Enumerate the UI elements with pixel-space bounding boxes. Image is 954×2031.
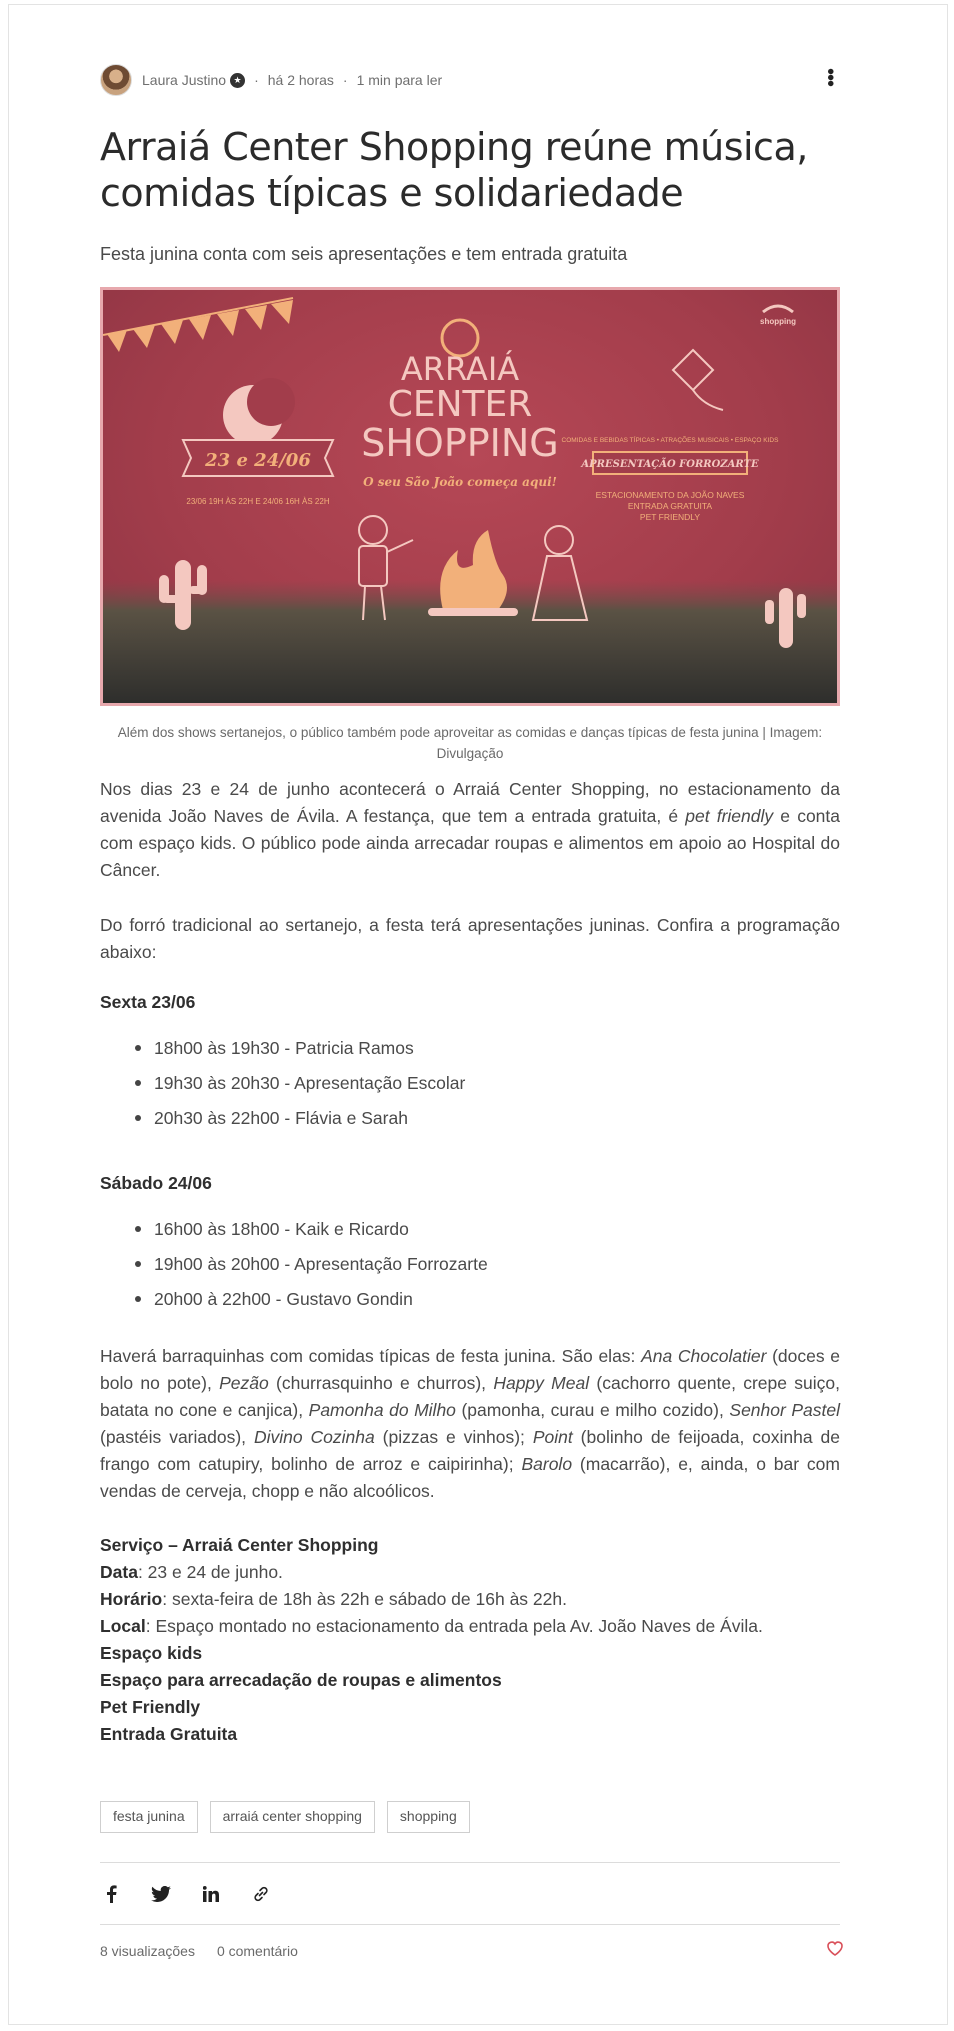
heart-like-icon[interactable] [826, 1940, 844, 1961]
service-local-value: : Espaço montado no estacionamento da entrada pela Av. João Naves de Ávila. [145, 1616, 763, 1636]
post-stats [100, 1943, 840, 1959]
paragraph-text: Haverá barraquinhas com comidas típicas de festa junina. São elas: [100, 1346, 642, 1366]
poster-features: COMIDAS E BEBIDAS TÍPICAS • ATRAÇÕES MUSICAIS • ESPAÇO KIDS [561, 437, 779, 444]
poster-location-3: PET FRIENDLY [639, 512, 701, 522]
schedule-list-saturday [100, 1216, 840, 1321]
poster-dates-detail: 23/06 19H ÀS 22H E 24/06 16H ÀS 22H [186, 497, 330, 506]
stall-name: Pezão [219, 1373, 269, 1393]
stall-name: Point [532, 1427, 573, 1447]
service-data-label: Data [100, 1562, 138, 1582]
day-heading-saturday: Sábado 24/06 [100, 1173, 212, 1193]
moon-icon [223, 378, 295, 445]
comments-count[interactable]: 0 comentário [216, 1943, 298, 1959]
service-info [100, 1532, 840, 1748]
emphasis-text: pet friendly [685, 806, 774, 826]
stall-name: Pamonha do Milho [308, 1400, 456, 1420]
service-extra: Espaço para arrecadação de roupas e alimentos [100, 1670, 502, 1690]
paragraph-food-stalls [100, 1343, 840, 1505]
tag-list [100, 1801, 840, 1833]
linkedin-icon[interactable] [200, 1883, 222, 1905]
service-heading: Serviço – Arraiá Center Shopping [100, 1535, 379, 1555]
post-title: Arraiá Center Shopping reúne música, comidas típicas e solidariedade [100, 125, 808, 215]
bunting-flags-icon [103, 298, 293, 352]
poster-title [361, 320, 559, 489]
stall-name: Happy Meal [493, 1373, 590, 1393]
link-icon[interactable] [250, 1883, 272, 1905]
admin-badge-icon: ★ [230, 73, 245, 88]
schedule-item: 19h30 às 20h30 - Apresentação Escolar [100, 1070, 840, 1105]
tag-arraia-center-shopping[interactable]: arraiá center shopping [210, 1801, 375, 1833]
facebook-icon[interactable] [100, 1883, 122, 1905]
read-time: 1 min para ler [356, 72, 443, 88]
schedule-item: 20h30 às 22h00 - Flávia e Sarah [100, 1105, 840, 1140]
svg-text:O seu São João começa aqui!: O seu São João começa aqui! [363, 475, 557, 489]
divider [100, 1862, 840, 1863]
tag-shopping[interactable]: shopping [387, 1801, 470, 1833]
shopping-logo [760, 306, 796, 326]
paragraph-intro: Nos dias 23 e 24 de junho acontecerá o Arraiá Center Shopping, no estacionamento da avenida João Naves de Ávila. A festança, que tem a entrada gratuita, é pet friendly e conta com espaço kids. O público pode ainda arrecadar roupas e alimentos em apoio ao Hospital do Câncer. [100, 779, 840, 880]
views-count: 8 visualizações [100, 1943, 195, 1959]
schedule-item: 16h00 às 18h00 - Kaik e Ricardo [100, 1216, 840, 1251]
paragraph-text: (bolinho de feijoada, coxinha de frango com catupiry, bolinho de arroz e caipirinha); [100, 1427, 841, 1474]
poster-location-1: ESTACIONAMENTO DA JOÃO NAVES [595, 490, 745, 500]
schedule-item: 18h00 às 19h30 - Patricia Ramos [100, 1035, 840, 1070]
paragraph-text: (doces e bolo no pote), [100, 1346, 840, 1393]
separator-dot: · [342, 72, 348, 88]
svg-text:shopping: shopping [760, 317, 796, 326]
divider [100, 1924, 840, 1925]
paragraph-text: (churrasquinho e churros), [268, 1373, 494, 1393]
paragraph-text: (pizzas e vinhos); [374, 1427, 533, 1447]
svg-text:SHOPPING: SHOPPING [361, 421, 559, 465]
stall-name: Barolo [521, 1454, 573, 1474]
twitter-icon[interactable] [150, 1883, 172, 1905]
schedule-list-friday [100, 1035, 840, 1140]
author-name[interactable]: Laura Justino [142, 72, 227, 88]
stall-name: Divino Cozinha [253, 1427, 375, 1447]
separator-dot: · [254, 72, 259, 88]
poster-dates-banner: 23 e 24/06 [205, 450, 311, 471]
service-local-label: Local [100, 1616, 146, 1636]
post-meta [100, 62, 840, 98]
paragraph-text: (cachorro quente, crepe suiço, batata no cone e canjica), [100, 1373, 840, 1420]
svg-text:CENTER: CENTER [387, 384, 533, 425]
service-extra: Pet Friendly [100, 1697, 201, 1717]
poster-location-2: ENTRADA GRATUITA [627, 501, 713, 511]
post-time: há 2 horas [267, 72, 334, 88]
paragraph-text: (macarrão), e, ainda, o bar com vendas de cerveja, chopp e não alcoólicos. [100, 1454, 840, 1501]
schedule-item: 19h00 às 20h00 - Apresentação Forrozarte [100, 1251, 840, 1286]
stall-name: Senhor Pastel [729, 1400, 840, 1420]
poster-highlight: APRESENTAÇÃO FORROZARTE [581, 459, 759, 470]
date-banner [183, 440, 333, 506]
poster-illustration [103, 290, 837, 703]
stall-name: Ana Chocolatier [641, 1346, 767, 1366]
schedule-item: 20h00 à 22h00 - Gustavo Gondin [100, 1286, 840, 1321]
paragraph-text: (pamonha, curau e milho cozido), [455, 1400, 730, 1420]
paragraph-program: Do forró tradicional ao sertanejo, a festa terá apresentações juninas. Confira a programação abaixo: [100, 915, 840, 962]
hero-image[interactable] [100, 287, 840, 706]
kite-icon [673, 350, 723, 410]
day-heading-friday: Sexta 23/06 [100, 992, 196, 1012]
service-horario-value: : sexta-feira de 18h às 22h e sábado de 16h às 22h. [162, 1589, 567, 1609]
author-avatar[interactable] [100, 64, 132, 96]
more-options-icon[interactable]: ••• [819, 68, 841, 87]
tag-festa-junina[interactable]: festa junina [100, 1801, 198, 1833]
share-bar [100, 1882, 840, 1906]
service-horario-label: Horário [100, 1589, 163, 1609]
service-extra: Espaço kids [100, 1643, 203, 1663]
service-extra: Entrada Gratuita [100, 1724, 238, 1744]
svg-text:ARRAIÁ: ARRAIÁ [400, 350, 520, 388]
service-data-value: : 23 e 24 de junho. [137, 1562, 283, 1582]
image-caption: Além dos shows sertanejos, o público também pode aproveitar as comidas e danças típicas de festa junina | Imagem: Divulgação [117, 725, 823, 761]
paragraph-text: (pastéis variados), [100, 1427, 254, 1447]
post-subtitle: Festa junina conta com seis apresentações e tem entrada gratuita [100, 244, 628, 264]
